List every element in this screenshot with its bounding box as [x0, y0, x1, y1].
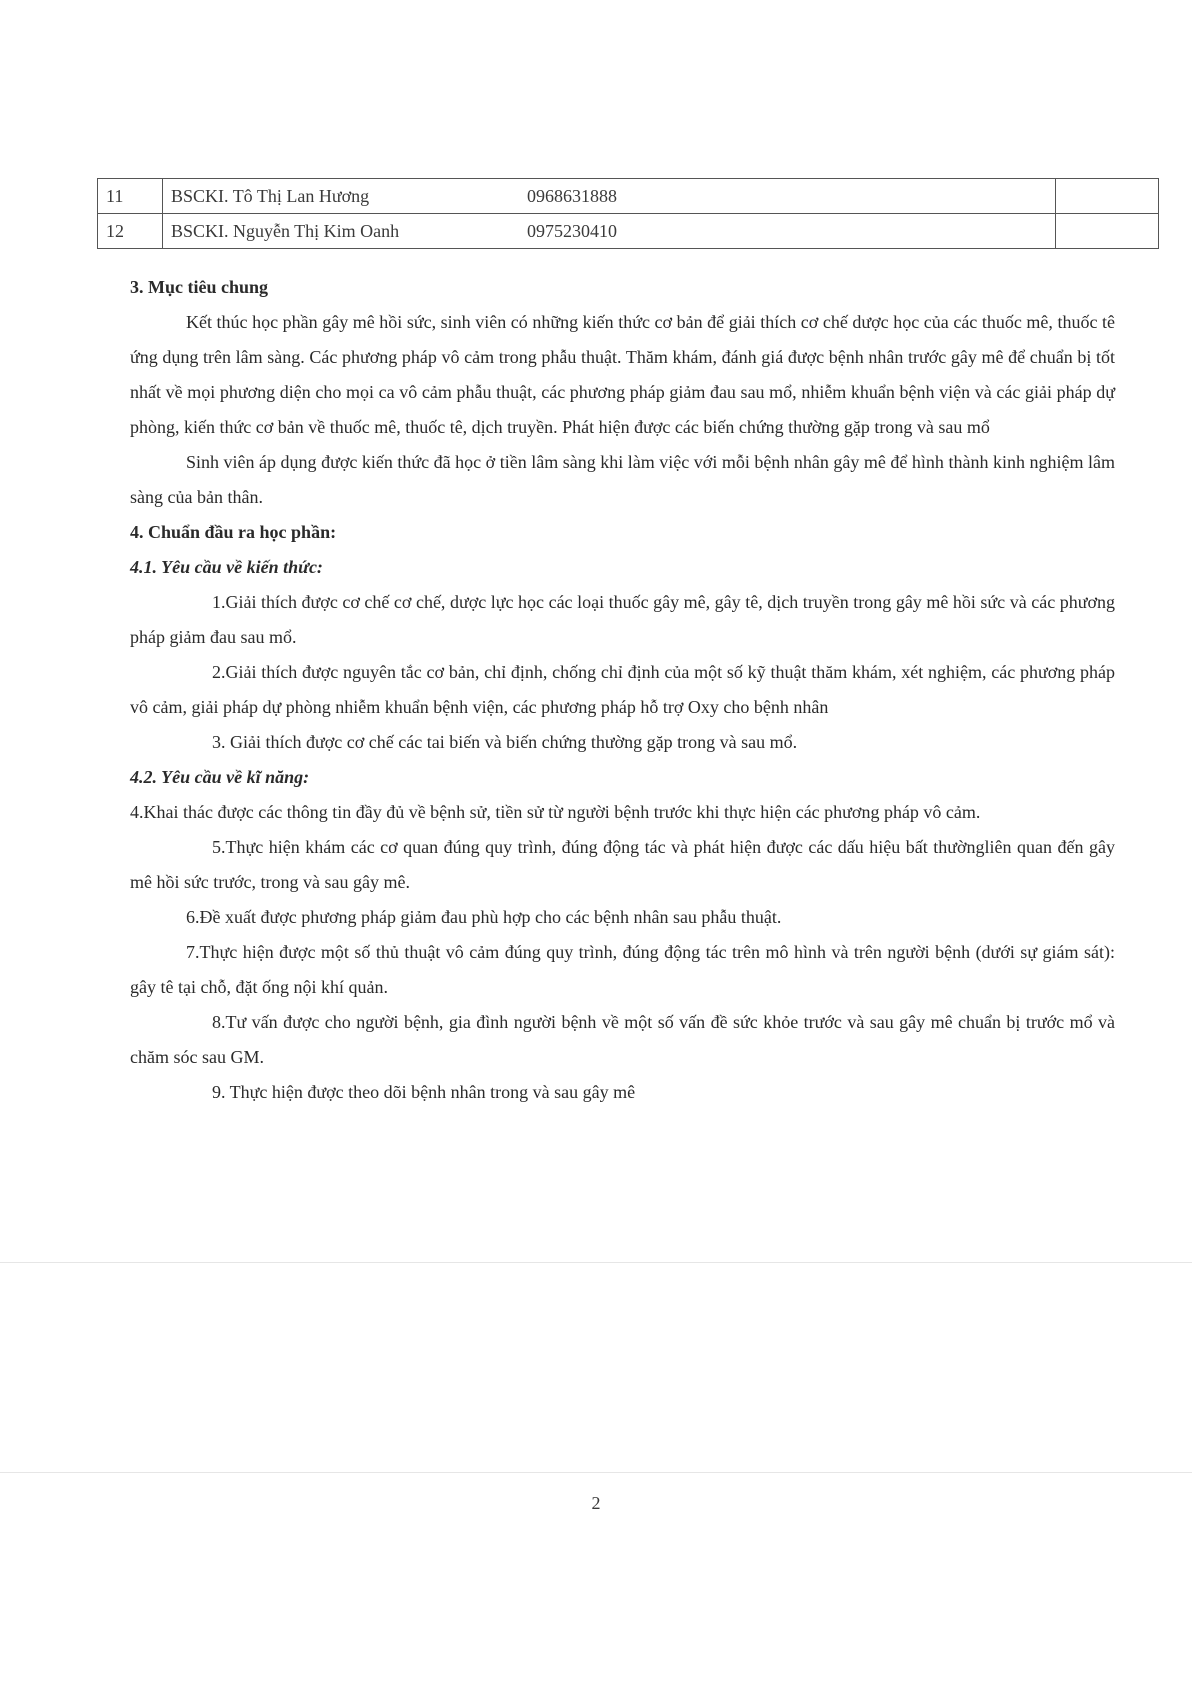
- staff-phone: 0968631888: [519, 179, 1056, 214]
- subsection-heading-4-1: 4.1. Yêu cầu về kiến thức:: [130, 557, 323, 577]
- staff-table: [97, 178, 1159, 249]
- table-row: [98, 179, 1159, 214]
- subsection-heading-4-2: 4.2. Yêu cầu về kĩ năng:: [130, 767, 310, 787]
- section-heading-4: 4. Chuẩn đầu ra học phần:: [130, 522, 337, 542]
- row-number: 12: [98, 214, 163, 249]
- empty-cell: [1056, 179, 1159, 214]
- row-number: 11: [98, 179, 163, 214]
- outcome-item: 2.Giải thích được nguyên tắc cơ bản, chỉ định, chống chỉ định của một số kỹ thuật thăm khám, xét nghiệm, các phương pháp vô cảm, giải pháp dự phòng nhiễm khuẩn bệnh viện, các phương pháp hỗ trợ Oxy cho bệnh nhân: [130, 662, 1115, 717]
- outcome-item: 6.Đề xuất được phương pháp giảm đau phù hợp cho các bệnh nhân sau phẫu thuật.: [186, 907, 782, 927]
- outcome-item: 7.Thực hiện được một số thủ thuật vô cảm đúng quy trình, đúng động tác trên mô hình và trên người bệnh (dưới sự giám sát): gây tê tại chỗ, đặt ống nội khí quản.: [130, 942, 1115, 997]
- outcome-item: 4.Khai thác được các thông tin đầy đủ về bệnh sử, tiền sử từ người bệnh trước khi thực hiện các phương pháp vô cảm.: [130, 802, 981, 822]
- outcome-item: 5.Thực hiện khám các cơ quan đúng quy trình, đúng động tác và phát hiện được các dấu hiệu bất thườngliên quan đến gây mê hồi sức trước, trong và sau gây mê.: [130, 837, 1115, 892]
- document-body: [130, 270, 1115, 1110]
- section-heading-3: 3. Mục tiêu chung: [130, 277, 269, 297]
- page-number: 2: [591, 1493, 601, 1513]
- scan-line: [0, 1472, 1192, 1473]
- staff-phone: 0975230410: [519, 214, 1056, 249]
- staff-name: BSCKI. Nguyễn Thị Kim Oanh: [163, 214, 520, 249]
- outcome-item: 1.Giải thích được cơ chế cơ chế, dược lực học các loại thuốc gây mê, gây tê, dịch truyền trong gây mê hồi sức và các phương pháp giảm đau sau mổ.: [130, 592, 1115, 647]
- outcome-item: 9. Thực hiện được theo dõi bệnh nhân trong và sau gây mê: [212, 1082, 636, 1102]
- outcome-item: 8.Tư vấn được cho người bệnh, gia đình người bệnh về một số vấn đề sức khỏe trước và sau gây mê chuẩn bị trước mổ và chăm sóc sau GM.: [130, 1012, 1115, 1067]
- outcome-item: 3. Giải thích được cơ chế các tai biến và biến chứng thường gặp trong và sau mổ.: [212, 732, 798, 752]
- paragraph-objective: Kết thúc học phần gây mê hồi sức, sinh viên có những kiến thức cơ bản để giải thích cơ chế dược học của các thuốc mê, thuốc tê ứng dụng trên lâm sàng. Các phương pháp vô cảm trong phẫu thuật. Thăm khám, đánh giá được bệnh nhân trước gây mê để chuẩn bị tốt nhất về mọi phương diện cho mọi ca vô cảm phẫu thuật, các phương pháp giảm đau sau mổ, nhiễm khuẩn bệnh viện và các giải pháp dự phòng, kiến thức cơ bản về thuốc mê, thuốc tê, dịch truyền. Phát hiện được các biến chứng thường gặp trong và sau mổ: [130, 312, 1115, 437]
- scan-line: [0, 1262, 1192, 1263]
- paragraph-objective-2: Sinh viên áp dụng được kiến thức đã học ở tiền lâm sàng khi làm việc với mỗi bệnh nhân gây mê để hình thành kinh nghiệm lâm sàng của bản thân.: [130, 452, 1115, 507]
- table-row: [98, 214, 1159, 249]
- empty-cell: [1056, 214, 1159, 249]
- staff-name: BSCKI. Tô Thị Lan Hương: [163, 179, 520, 214]
